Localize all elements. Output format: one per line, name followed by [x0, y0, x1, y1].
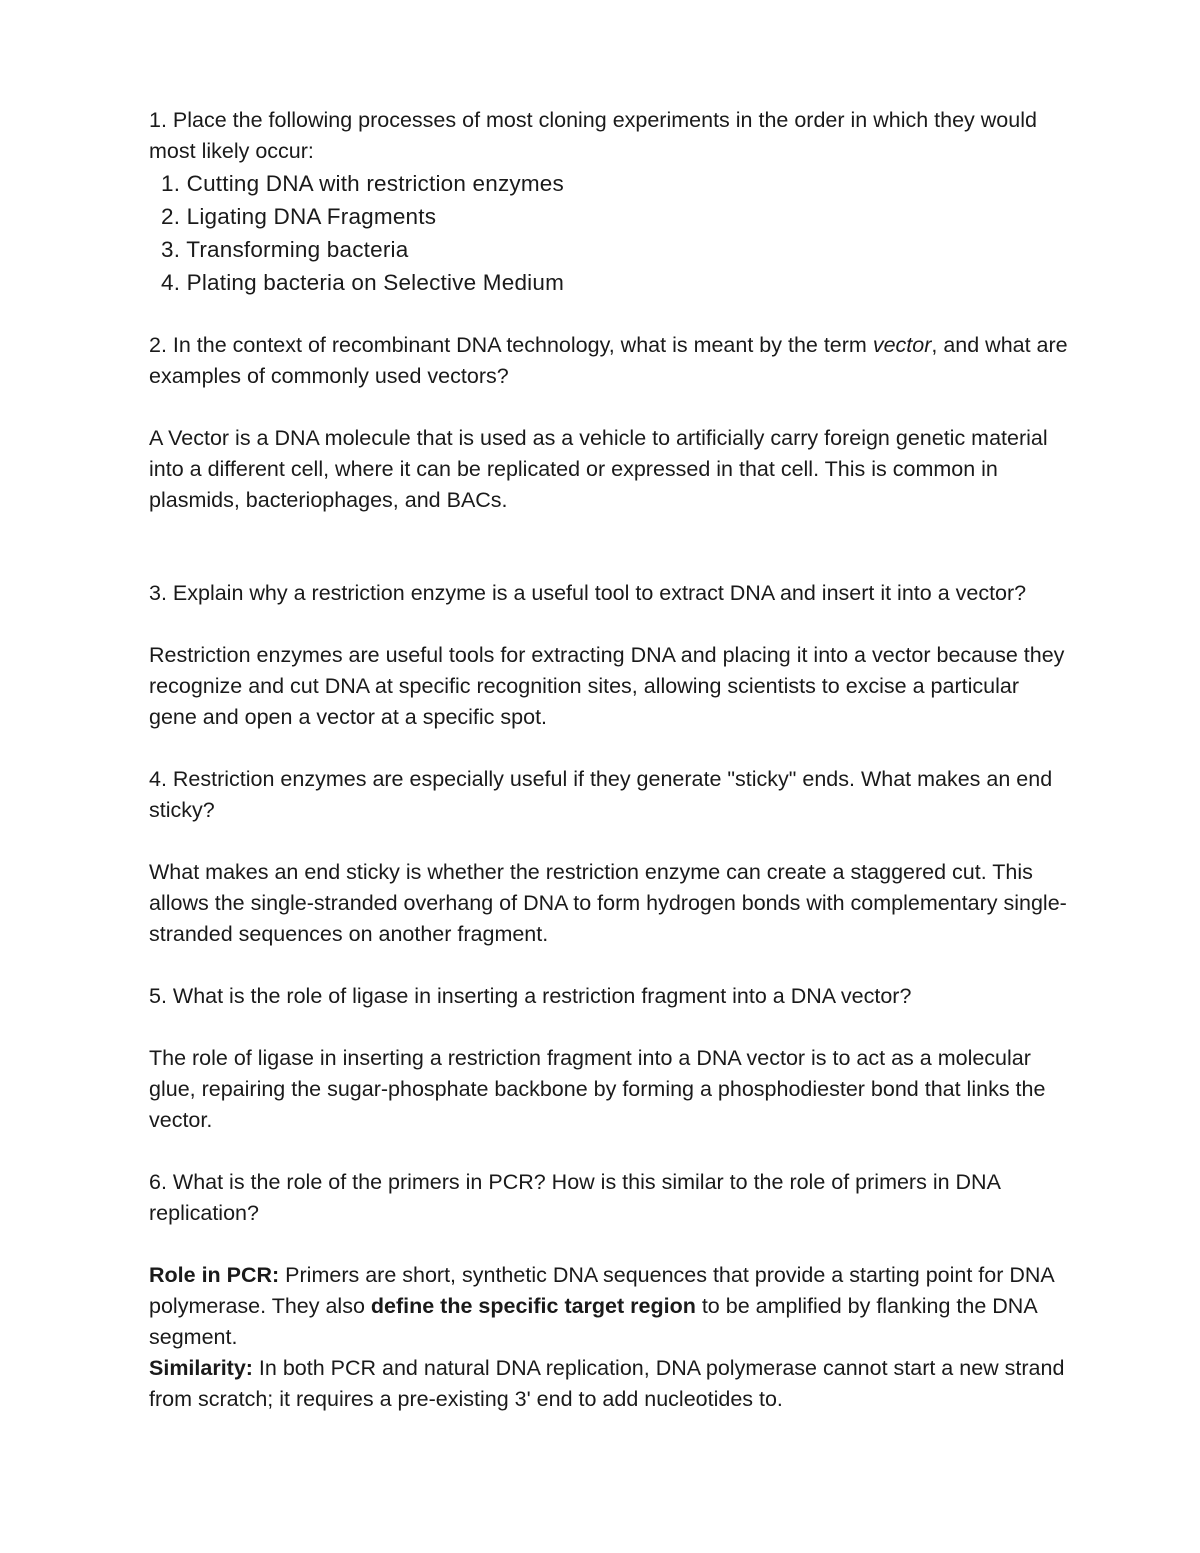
- role-emphasis: define the specific target region: [370, 1294, 696, 1318]
- question-3-prompt: 3. Explain why a restriction enzyme is a useful tool to extract DNA and insert it into a vector?: [149, 581, 1027, 605]
- question-2-prompt: [149, 330, 1069, 392]
- list-item-number: 2.: [161, 204, 181, 229]
- list-item: [161, 200, 1069, 233]
- question-6-role-answer: [149, 1260, 1069, 1353]
- list-item-number: 3.: [161, 237, 181, 262]
- list-item: [161, 266, 1069, 299]
- list-item-text: Plating bacteria on Selective Medium: [186, 270, 565, 295]
- list-item: [161, 167, 1069, 200]
- question-6-prompt: 6. What is the role of the primers in PCR? How is this similar to the role of primers in DNA replication?: [149, 1170, 1000, 1225]
- list-item-number: 4.: [161, 270, 181, 295]
- list-item-number: 1.: [161, 171, 181, 196]
- similarity-text: In both PCR and natural DNA replication, DNA polymerase cannot start a new strand from scratch; it requires a pre-existing 3' end to add nucleotides to.: [149, 1356, 1065, 1411]
- question-3-answer: Restriction enzymes are useful tools for extracting DNA and placing it into a vector because they recognize and cut DNA at specific recognition sites, allowing scientists to excise a particular gene and open a vector at a specific spot.: [149, 643, 1065, 729]
- list-item-text: Ligating DNA Fragments: [186, 204, 437, 229]
- question-1-prompt: 1. Place the following processes of most cloning experiments in the order in which they would most likely occur:: [149, 108, 1037, 163]
- question-5-prompt: 5. What is the role of ligase in inserting a restriction fragment into a DNA vector?: [149, 984, 912, 1008]
- document-page: [149, 105, 1069, 1415]
- list-item-text: Cutting DNA with restriction enzymes: [186, 171, 564, 196]
- list-item: [161, 233, 1069, 266]
- question-2-answer: A Vector is a DNA molecule that is used as a vehicle to artificially carry foreign genetic material into a different cell, where it can be replicated or expressed in that cell. This is common in plasmids, bacteriophages, and BACs.: [149, 426, 1048, 512]
- question-5-answer: The role of ligase in inserting a restriction fragment into a DNA vector is to act as a molecular glue, repairing the sugar-phosphate backbone by forming a phosphodiester bond that links the vector.: [149, 1046, 1046, 1132]
- role-label: Role in PCR:: [149, 1263, 280, 1287]
- question-2-prompt-text: 2. In the context of recombinant DNA technology, what is meant by the term: [149, 333, 873, 357]
- role-text: Primers are short, synthetic DNA sequences that provide a starting point for DNA polymerase. They also: [149, 1263, 1054, 1318]
- similarity-label: Similarity:: [149, 1356, 253, 1380]
- question-2-term: vector: [872, 333, 932, 357]
- question-2-prompt-text-end: , and what are examples of commonly used vectors?: [149, 333, 1068, 388]
- question-4-answer: What makes an end sticky is whether the restriction enzyme can create a staggered cut. This allows the single-stranded overhang of DNA to form hydrogen bonds with complementary single-stranded sequences on another fragment.: [149, 860, 1067, 946]
- list-item-text: Transforming bacteria: [186, 237, 409, 262]
- question-4-prompt: 4. Restriction enzymes are especially useful if they generate "sticky" ends. What makes an end sticky?: [149, 767, 1053, 822]
- question-6-similarity-answer: [149, 1353, 1069, 1415]
- cloning-steps-list: [149, 167, 1069, 299]
- role-text-end: to be amplified by flanking the DNA segment.: [149, 1294, 1037, 1349]
